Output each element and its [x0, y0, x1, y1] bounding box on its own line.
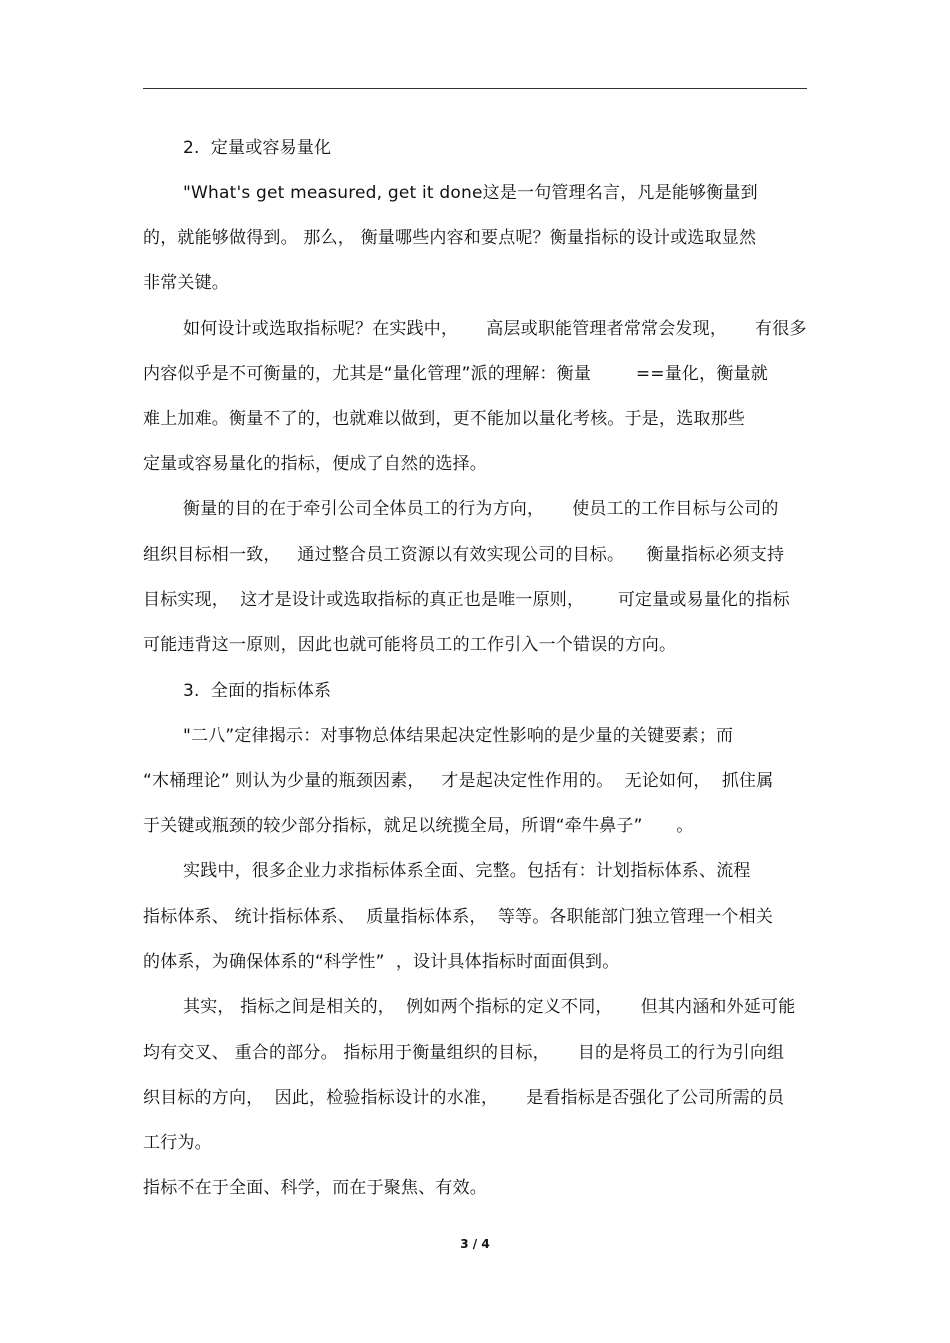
paragraph-line: “木桶理论” 则认为少量的瓶颈因素， 才是起决定性作用的。 无论如何， 抓住属	[143, 771, 774, 791]
section-heading-2: 2. 定量或容易量化	[183, 138, 332, 158]
paragraph-line: 的体系，为确保体系的“科学性” ，设计具体指标时面面俱到。	[143, 952, 620, 972]
paragraph-line: 均有交叉、 重合的部分。 指标用于衡量组织的目标， 目的是将员工的行为引向组	[143, 1043, 785, 1063]
paragraph-line: 指标不在于全面、科学，而在于聚焦、有效。	[143, 1178, 487, 1198]
page-number: 3 / 4	[460, 1237, 490, 1251]
paragraph-line: 其实， 指标之间是相关的， 例如两个指标的定义不同， 但其内涵和外延可能	[183, 997, 796, 1017]
paragraph-line: 织目标的方向， 因此，检验指标设计的水准， 是看指标是否强化了公司所需的员	[143, 1088, 785, 1108]
paragraph-line: 于关键或瓶颈的较少部分指标，就足以统揽全局，所谓“牵牛鼻子” 。	[143, 816, 694, 836]
paragraph-line: 目标实现， 这才是设计或选取指标的真正也是唯一原则， 可定量或易量化的指标	[143, 590, 790, 610]
paragraph-line: 工行为。	[143, 1133, 212, 1153]
paragraph-line: 可能违背这一原则，因此也就可能将员工的工作引入一个错误的方向。	[143, 635, 677, 655]
header-rule	[143, 88, 807, 89]
paragraph-line: 非常关键。	[143, 273, 229, 293]
paragraph-line: 衡量的目的在于牵引公司全体员工的行为方向， 使员工的工作目标与公司的	[183, 499, 779, 519]
paragraph-line: "二八”定律揭示：对事物总体结果起决定性影响的是少量的关键要素；而	[183, 726, 734, 746]
paragraph-line: 内容似乎是不可衡量的，尤其是“量化管理”派的理解：衡量 ==量化，衡量就	[143, 364, 768, 384]
paragraph-line: "What's get measured, get it done这是一句管理名言，凡是能够衡量到	[183, 183, 758, 203]
paragraph-line: 实践中，很多企业力求指标体系全面、完整。包括有：计划指标体系、流程	[183, 861, 751, 881]
paragraph-line: 如何设计或选取指标呢？在实践中， 高层或职能管理者常常会发现， 有很多	[183, 319, 807, 339]
paragraph-line: 组织目标相一致， 通过整合员工资源以有效实现公司的目标。 衡量指标必须支持	[143, 545, 785, 565]
section-heading-3: 3. 全面的指标体系	[183, 681, 332, 701]
paragraph-line: 的，就能够做得到。 那么， 衡量哪些内容和要点呢？衡量指标的设计或选取显然	[143, 228, 757, 248]
paragraph-line: 难上加难。衡量不了的，也就难以做到，更不能加以量化考核。于是，选取那些	[143, 409, 745, 429]
paragraph-line: 定量或容易量化的指标，便成了自然的选择。	[143, 454, 487, 474]
paragraph-line: 指标体系、 统计指标体系、 质量指标体系， 等等。各职能部门独立管理一个相关	[143, 907, 774, 927]
